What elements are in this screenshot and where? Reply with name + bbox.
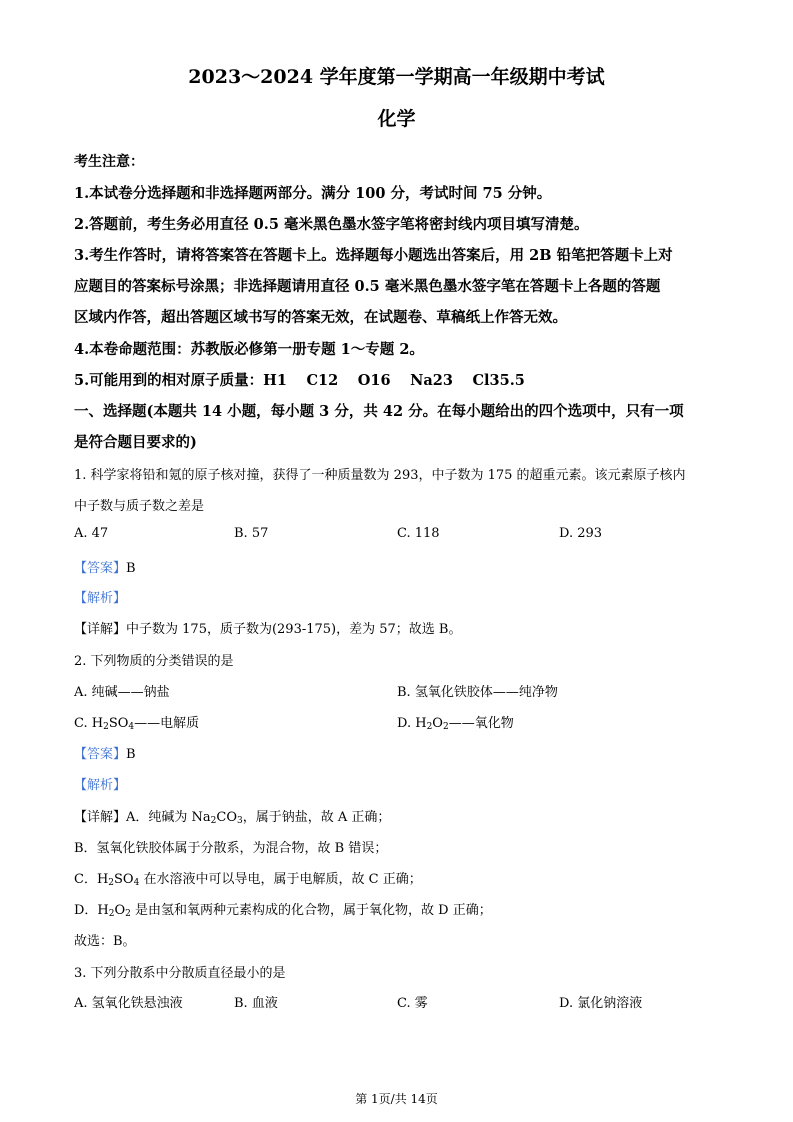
- text: CO: [216, 810, 238, 825]
- notice-line: 4.本卷命题范围：苏教版必修第一册专题 1～专题 2。: [74, 341, 424, 358]
- subject-title: 化学: [377, 108, 416, 130]
- q3-option-b: B. 血液: [234, 996, 278, 1011]
- notice-line: 1.本试卷分选择题和非选择题两部分。满分 100 分，考试时间 75 分钟。: [74, 185, 552, 202]
- text: A．纯碱为 Na: [126, 810, 211, 825]
- subscript: 2: [125, 909, 131, 919]
- text: SO: [114, 872, 134, 887]
- answer-value: B: [126, 561, 136, 576]
- exam-title: 2023～2024 学年度第一学期高一年级期中考试: [188, 66, 605, 88]
- notice-line: 应题目的答案标号涂黑；非选择题请用直径 0.5 毫米黑色墨水签字笔在答题卡上各题的答题: [74, 278, 661, 295]
- text: ——电解质: [134, 716, 200, 731]
- subscript: 4: [128, 722, 135, 732]
- notice-line: 区域内作答，超出答题区域书写的答案无效，在试题卷、草稿纸上作答无效。: [74, 309, 567, 326]
- answer-value: B: [126, 747, 136, 762]
- detail-tag: 【详解】: [74, 622, 127, 637]
- q2-detail-a: [74, 806, 390, 825]
- q2-option-d: [397, 712, 514, 731]
- q2-detail-b: B．氢氧化铁胶体属于分散系，为混合物，故 B 错误；: [74, 841, 388, 856]
- detail-tag: 【详解】: [74, 810, 127, 825]
- subscript: 3: [237, 816, 243, 826]
- section-heading-cont: 是符合题目要求的): [74, 434, 197, 451]
- question-3-stem: 3. 下列分散系中分散质直径最小的是: [74, 966, 286, 981]
- text: ，属于钠盐，故 A 正确；: [242, 810, 391, 825]
- text: SO: [108, 716, 129, 731]
- notice-heading: 考生注意：: [74, 154, 144, 170]
- subscript: 4: [133, 878, 140, 888]
- subscript: 2: [210, 816, 217, 826]
- q1-detail: [74, 618, 461, 637]
- q2-conclusion: 故选：B。: [74, 934, 136, 949]
- q1-analysis-tag: 【解析】: [74, 591, 127, 606]
- subscript: 2: [442, 722, 449, 732]
- notice-line: 5.可能用到的相对原子质量：H1 C12 O16 Na23 Cl35.5: [74, 372, 525, 389]
- section-heading: 一、选择题(本题共 14 小题，每小题 3 分，共 42 分。在每小题给出的四个选项中，只有一项: [74, 403, 684, 420]
- question-1-stem: 1. 科学家将铅和氪的原子核对撞，获得了一种质量数为 293，中子数为 175 的超重元素。该元素原子核内: [74, 468, 686, 483]
- question-2-stem: 2. 下列物质的分类错误的是: [74, 654, 234, 669]
- text: 在水溶液中可以导电，属于电解质，故 C 正确；: [139, 872, 422, 887]
- question-1-stem-cont: 中子数与质子数之差是: [74, 499, 205, 514]
- q2-detail-c: [74, 868, 422, 887]
- subscript: 2: [426, 722, 433, 732]
- text: D．H: [74, 903, 109, 918]
- q1-option-b: B. 57: [234, 526, 269, 541]
- text: D. H: [397, 716, 427, 731]
- q1-answer: [74, 557, 136, 576]
- q3-option-a: A. 氢氧化铁悬浊液: [74, 996, 183, 1011]
- q1-option-d: D. 293: [559, 526, 603, 541]
- subscript: 2: [108, 909, 115, 919]
- detail-text: 中子数为 175，质子数为(293-175)，差为 57；故选 B。: [126, 622, 462, 637]
- q2-answer: [74, 743, 136, 762]
- q1-option-a: A. 47: [74, 526, 109, 541]
- q2-option-c: [74, 712, 199, 731]
- page-number: 第 1页/共 14页: [355, 1092, 438, 1106]
- text: C. H: [74, 716, 104, 731]
- text: O: [114, 903, 126, 918]
- notice-line: 3.考生作答时，请将答案答在答题卡上。选择题每小题选出答案后，用 2B 铅笔把答题卡上对: [74, 247, 673, 264]
- q1-option-c: C. 118: [397, 526, 440, 541]
- text: O: [432, 716, 443, 731]
- q2-detail-d: [74, 899, 492, 918]
- notice-line: 2.答题前，考生务必用直径 0.5 毫米黑色墨水签字笔将密封线内项目填写清楚。: [74, 216, 589, 233]
- q3-option-d: D. 氯化钠溶液: [559, 996, 643, 1011]
- answer-tag: 【答案】: [74, 747, 127, 762]
- subscript: 2: [103, 722, 109, 732]
- q2-analysis-tag: 【解析】: [74, 778, 127, 793]
- q3-option-c: C. 雾: [397, 996, 428, 1011]
- subscript: 2: [108, 878, 115, 888]
- text: ——氧化物: [448, 716, 514, 731]
- answer-tag: 【答案】: [74, 561, 127, 576]
- text: 是由氢和氧两种元素构成的化合物，属于氧化物，故 D 正确；: [130, 903, 492, 918]
- text: C．H: [74, 872, 109, 887]
- q2-option-b: B. 氢氧化铁胶体——纯净物: [397, 685, 558, 700]
- q2-option-a: A. 纯碱——钠盐: [74, 685, 170, 700]
